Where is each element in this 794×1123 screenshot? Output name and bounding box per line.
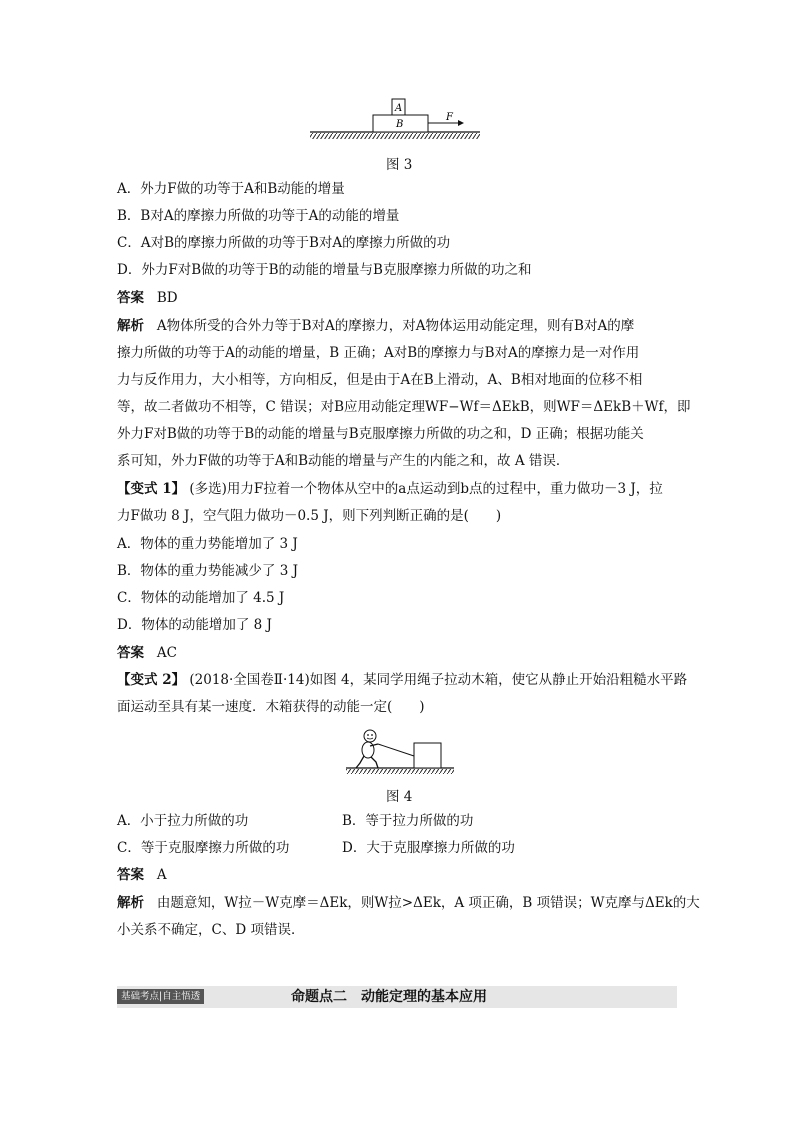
person-head	[364, 730, 376, 742]
force-arrowhead	[458, 120, 464, 126]
v2-answer	[117, 866, 677, 884]
analysis-text: 由题意知，W拉－W克摩＝ΔEk，则W拉>ΔEk，A 项正确，B 项错误；W克摩与ΔEk的大	[156, 895, 700, 911]
v1-option-d: D．物体的动能增加了 8 J	[117, 617, 272, 633]
v2-option-d: D．大于克服摩擦力所做的功	[342, 840, 515, 856]
label-f: F	[446, 112, 453, 123]
label-b: B	[396, 119, 404, 130]
v2-option-c: C．等于克服摩擦力所做的功	[117, 840, 290, 856]
label-a: A	[395, 103, 403, 114]
v1-stem-text: (多选)用力F拉着一个物体从空中的a点运动到b点的过程中，重力做功－3 J，拉	[189, 481, 663, 497]
v1-tag: 【变式 1】	[117, 481, 186, 497]
v1-answer	[117, 644, 677, 662]
section-title: 命题点二 动能定理的基本应用	[291, 989, 487, 1005]
v2-tag: 【变式 2】	[117, 672, 186, 688]
section-tag: 基础考点|自主悟透	[117, 989, 204, 1004]
figure-3-caption: 图 3	[386, 157, 413, 173]
person-body	[362, 742, 374, 758]
q1-analysis-line-5: 外力F对B做的功等于B的动能的增量与B克服摩擦力所做的功之和，D 正确；根据功能关	[117, 426, 644, 442]
v2-stem-line-1	[117, 671, 688, 689]
v1-option-c: C．物体的动能增加了 4.5 J	[117, 590, 285, 606]
v2-option-b: B．等于拉力所做的功	[342, 813, 474, 829]
v1-stem-line-2: 力F做功 8 J，空气阻力做功－0.5 J，则下列判断正确的是( )	[117, 508, 502, 524]
analysis-label: 解析	[117, 318, 144, 334]
q1-analysis-line-3: 力与反作用力，大小相等，方向相反，但是由于A在B上滑动，A、B相对地面的位移不相	[117, 372, 643, 388]
figure-4	[340, 725, 460, 775]
analysis-label: 解析	[117, 895, 144, 911]
q1-option-c: C．A对B的摩擦力所做的功等于B对A的摩擦力所做的功	[117, 235, 451, 251]
q1-analysis-line-2: 擦力所做的功等于A的动能的增量，B 正确；A对B的摩擦力与B对A的摩擦力是一对作用	[117, 345, 640, 361]
v2-analysis-line-2: 小关系不确定，C、D 项错误．	[117, 922, 305, 938]
answer-label: 答案	[117, 645, 144, 661]
answer-label: 答案	[117, 290, 144, 306]
section-banner	[117, 986, 677, 1008]
answer-value: AC	[156, 645, 177, 661]
v2-options-row-1	[117, 812, 677, 830]
figure-4-caption: 图 4	[386, 789, 413, 805]
rope	[378, 744, 414, 756]
figure-3-drawing	[300, 92, 490, 152]
answer-value: A	[156, 867, 167, 883]
q1-option-d: D．外力F对B做的功等于B的动能的增量与B克服摩擦力所做的功之和	[117, 262, 532, 278]
figure-4-drawing	[340, 725, 460, 775]
analysis-text: A物体所受的合外力等于B对A的摩擦力，对A物体运用动能定理，则有B对A的摩	[156, 318, 635, 334]
q1-analysis-line-1	[117, 317, 677, 335]
v1-stem-line-1	[117, 480, 677, 498]
q1-analysis-line-4: 等，故二者做功不相等，C 错误；对B应用动能定理WF−Wf＝ΔEkB，则WF＝ΔEkB＋Wf，即	[117, 399, 691, 415]
v1-option-a: A．物体的重力势能增加了 3 J	[117, 536, 298, 552]
answer-value: BD	[156, 290, 178, 306]
q1-analysis-line-6: 系可知，外力F做的功等于A和B动能的增量与产生的内能之和，故 A 错误．	[117, 453, 570, 469]
answer-label: 答案	[117, 867, 144, 883]
wooden-box	[414, 743, 441, 768]
q1-answer	[117, 289, 677, 307]
v2-option-a: A．小于拉力所做的功	[117, 813, 249, 829]
figure-3	[300, 92, 490, 152]
v1-option-b: B．物体的重力势能减少了 3 J	[117, 563, 299, 579]
ground-hatch	[346, 769, 454, 774]
q1-option-b: B．B对A的摩擦力所做的功等于A的动能的增量	[117, 208, 400, 224]
person-leg-front	[371, 757, 378, 768]
v2-stem-line-2: 面运动至具有某一速度．木箱获得的动能一定( )	[117, 699, 425, 715]
q1-option-a: A．外力F做的功等于A和B动能的增量	[117, 181, 345, 197]
ground-hatch	[310, 133, 480, 139]
v2-stem-text: (2018·全国卷Ⅱ·14)如图 4，某同学用绳子拉动木箱，使它从静止开始沿粗糙水平路	[189, 672, 688, 688]
v2-options-row-2	[117, 839, 677, 857]
v2-analysis-line-1	[117, 894, 700, 912]
person-leg-back	[356, 756, 364, 768]
